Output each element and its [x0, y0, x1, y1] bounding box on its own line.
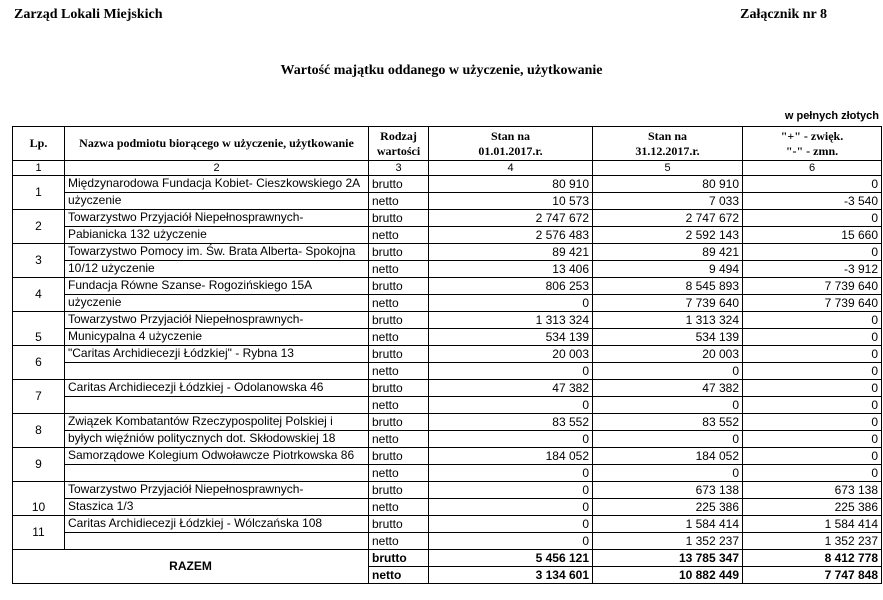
value-kind-brutto: brutto	[369, 210, 429, 227]
entity-name-line2	[65, 363, 369, 380]
header-start	[429, 127, 593, 161]
entity-name-line1: Towarzystwo Pomocy im. Św. Brata Alberta- Spokojna	[65, 244, 369, 261]
total-change-brutto: 8 412 778	[743, 550, 882, 567]
value-kind-netto: netto	[369, 193, 429, 210]
start-value-netto: 0	[429, 533, 593, 550]
header-start-line1: Stan na	[490, 128, 531, 143]
total-change-netto: 7 747 848	[743, 567, 882, 584]
value-kind-brutto: brutto	[369, 312, 429, 329]
column-number: 6	[743, 161, 882, 176]
start-value-brutto: 80 910	[429, 176, 593, 193]
change-value-netto: -3 912	[743, 261, 882, 278]
table-row	[13, 448, 882, 465]
end-value-brutto: 20 003	[593, 346, 743, 363]
table-row	[13, 482, 882, 499]
table-row	[13, 414, 882, 431]
start-value-brutto: 806 253	[429, 278, 593, 295]
change-value-netto: 0	[743, 329, 882, 346]
row-number: 7	[13, 380, 65, 414]
start-value-brutto: 89 421	[429, 244, 593, 261]
end-value-netto: 7 739 640	[593, 295, 743, 312]
table-row	[13, 346, 882, 363]
total-kind-brutto: brutto	[369, 550, 429, 567]
start-value-netto: 0	[429, 499, 593, 516]
organization-name: Zarząd Lokali Miejskich	[14, 7, 163, 22]
end-value-netto: 9 494	[593, 261, 743, 278]
entity-name-line1: Caritas Archidiecezji Łódzkiej - Wólczańska 108	[65, 516, 369, 533]
value-kind-netto: netto	[369, 397, 429, 414]
end-value-netto: 7 033	[593, 193, 743, 210]
total-end-brutto: 13 785 347	[593, 550, 743, 567]
start-value-netto: 2 576 483	[429, 227, 593, 244]
row-number: 3	[13, 244, 65, 278]
header-kind-line2: wartości	[376, 143, 421, 158]
row-number: 8	[13, 414, 65, 448]
end-value-netto: 225 386	[593, 499, 743, 516]
entity-name-line1: Związek Kombatantów Rzeczypospolitej Polskiej i	[65, 414, 369, 431]
row-number: 6	[13, 346, 65, 380]
entity-name-line1: Fundacja Równe Szanse- Rogozińskiego 15A	[65, 278, 369, 295]
change-value-netto: 0	[743, 431, 882, 448]
entity-name-line1: Towarzystwo Przyjaciół Niepełnosprawnych-	[65, 312, 369, 329]
table-row	[13, 363, 882, 380]
end-value-brutto: 1 584 414	[593, 516, 743, 533]
end-value-brutto: 83 552	[593, 414, 743, 431]
entity-name-line1: Towarzystwo Przyjaciół Niepełnosprawnych-	[65, 210, 369, 227]
document-title: Wartość majątku oddanego w użyczenie, użytkowanie	[280, 63, 603, 78]
change-value-brutto: 0	[743, 176, 882, 193]
value-kind-netto: netto	[369, 465, 429, 482]
value-kind-netto: netto	[369, 227, 429, 244]
entity-name-line1: Samorządowe Kolegium Odwoławcze Piotrkowska 86	[65, 448, 369, 465]
value-kind-brutto: brutto	[369, 278, 429, 295]
header-diff	[743, 127, 882, 161]
value-kind-netto: netto	[369, 431, 429, 448]
end-value-netto: 2 592 143	[593, 227, 743, 244]
entity-name-line2	[65, 533, 369, 550]
change-value-brutto: 0	[743, 380, 882, 397]
total-row	[13, 550, 882, 567]
start-value-netto: 10 573	[429, 193, 593, 210]
start-value-brutto: 47 382	[429, 380, 593, 397]
entity-name-line2: Staszica 1/3	[65, 499, 369, 516]
value-kind-brutto: brutto	[369, 516, 429, 533]
value-kind-netto: netto	[369, 329, 429, 346]
entity-name-line1: "Caritas Archidiecezji Łódzkiej" - Rybna 13	[65, 346, 369, 363]
start-value-netto: 0	[429, 431, 593, 448]
column-number: 3	[369, 161, 429, 176]
header-end-line1: Stan na	[647, 128, 688, 143]
end-value-netto: 0	[593, 397, 743, 414]
end-value-netto: 0	[593, 363, 743, 380]
start-value-netto: 0	[429, 363, 593, 380]
change-value-brutto: 0	[743, 414, 882, 431]
table-row	[13, 210, 882, 227]
attachment-number: Załącznik nr 8	[740, 7, 827, 22]
entity-name-line2: użyczenie	[65, 193, 369, 210]
row-number: 10	[13, 482, 65, 516]
change-value-brutto: 0	[743, 244, 882, 261]
end-value-brutto: 8 545 893	[593, 278, 743, 295]
end-value-netto: 0	[593, 431, 743, 448]
table-row	[13, 499, 882, 516]
value-kind-brutto: brutto	[369, 244, 429, 261]
end-value-netto: 1 352 237	[593, 533, 743, 550]
table-row	[13, 516, 882, 533]
header-diff-line2: "-" - zmn.	[785, 143, 839, 158]
value-kind-netto: netto	[369, 295, 429, 312]
row-number: 2	[13, 210, 65, 244]
value-kind-brutto: brutto	[369, 414, 429, 431]
change-value-netto: -3 540	[743, 193, 882, 210]
value-kind-brutto: brutto	[369, 448, 429, 465]
change-value-brutto: 0	[743, 448, 882, 465]
change-value-netto: 0	[743, 363, 882, 380]
end-value-brutto: 80 910	[593, 176, 743, 193]
end-value-brutto: 673 138	[593, 482, 743, 499]
table-row	[13, 244, 882, 261]
header-kind-line1: Rodzaj	[380, 128, 417, 143]
header-diff-line1: "+" - zwięk.	[780, 128, 844, 143]
change-value-brutto: 0	[743, 346, 882, 363]
start-value-brutto: 2 747 672	[429, 210, 593, 227]
header-lp: Lp.	[13, 127, 65, 161]
column-number: 1	[13, 161, 65, 176]
header-end	[593, 127, 743, 161]
table-row	[13, 533, 882, 550]
change-value-netto: 0	[743, 397, 882, 414]
end-value-netto: 534 139	[593, 329, 743, 346]
total-start-brutto: 5 456 121	[429, 550, 593, 567]
column-number-row	[13, 161, 882, 176]
entity-name-line2	[65, 465, 369, 482]
entity-name-line2: Municypalna 4 użyczenie	[65, 329, 369, 346]
row-number: 11	[13, 516, 65, 550]
table-row	[13, 176, 882, 193]
row-number: 5	[13, 312, 65, 346]
table-row	[13, 431, 882, 448]
table-row	[13, 261, 882, 278]
column-number: 4	[429, 161, 593, 176]
table-row	[13, 465, 882, 482]
asset-table	[12, 126, 882, 584]
entity-name-line2: byłych więźniów politycznych dot. Skłodowskiej 18	[65, 431, 369, 448]
entity-name-line2: Pabianicka 132 użyczenie	[65, 227, 369, 244]
value-kind-brutto: brutto	[369, 482, 429, 499]
start-value-brutto: 20 003	[429, 346, 593, 363]
table-row	[13, 329, 882, 346]
end-value-brutto: 47 382	[593, 380, 743, 397]
entity-name-line1: Caritas Archidiecezji Łódzkiej - Odolanowska 46	[65, 380, 369, 397]
total-start-netto: 3 134 601	[429, 567, 593, 584]
change-value-brutto: 673 138	[743, 482, 882, 499]
total-kind-netto: netto	[369, 567, 429, 584]
start-value-brutto: 184 052	[429, 448, 593, 465]
end-value-brutto: 1 313 324	[593, 312, 743, 329]
start-value-netto: 13 406	[429, 261, 593, 278]
entity-name-line2: 10/12 użyczenie	[65, 261, 369, 278]
value-kind-brutto: brutto	[369, 176, 429, 193]
change-value-brutto: 1 584 414	[743, 516, 882, 533]
end-value-brutto: 89 421	[593, 244, 743, 261]
change-value-netto: 225 386	[743, 499, 882, 516]
table-row	[13, 380, 882, 397]
end-value-netto: 0	[593, 465, 743, 482]
change-value-netto: 1 352 237	[743, 533, 882, 550]
table-row	[13, 312, 882, 329]
table-row	[13, 295, 882, 312]
table-header-row	[13, 127, 882, 161]
table-row	[13, 278, 882, 295]
column-number: 2	[65, 161, 369, 176]
change-value-netto: 0	[743, 465, 882, 482]
start-value-brutto: 1 313 324	[429, 312, 593, 329]
value-kind-netto: netto	[369, 261, 429, 278]
start-value-netto: 0	[429, 397, 593, 414]
start-value-netto: 0	[429, 465, 593, 482]
start-value-brutto: 83 552	[429, 414, 593, 431]
start-value-brutto: 0	[429, 482, 593, 499]
header-name: Nazwa podmiotu biorącego w użyczenie, użytkowanie	[65, 127, 369, 161]
start-value-netto: 0	[429, 295, 593, 312]
value-kind-netto: netto	[369, 363, 429, 380]
end-value-brutto: 2 747 672	[593, 210, 743, 227]
units-note: w pełnych złotych	[784, 110, 879, 122]
entity-name-line2	[65, 397, 369, 414]
value-kind-netto: netto	[369, 499, 429, 516]
header-kind	[369, 127, 429, 161]
start-value-netto: 534 139	[429, 329, 593, 346]
total-label: RAZEM	[13, 550, 369, 584]
value-kind-brutto: brutto	[369, 346, 429, 363]
header-end-line2: 31.12.2017.r.	[635, 143, 700, 158]
row-number: 9	[13, 448, 65, 482]
table-row	[13, 397, 882, 414]
entity-name-line2: użyczenie	[65, 295, 369, 312]
change-value-netto: 15 660	[743, 227, 882, 244]
change-value-netto: 7 739 640	[743, 295, 882, 312]
change-value-brutto: 0	[743, 210, 882, 227]
start-value-brutto: 0	[429, 516, 593, 533]
table-row	[13, 193, 882, 210]
table-row	[13, 227, 882, 244]
entity-name-line1: Międzynarodowa Fundacja Kobiet- Cieszkowskiego 2A	[65, 176, 369, 193]
value-kind-netto: netto	[369, 533, 429, 550]
column-number: 5	[593, 161, 743, 176]
end-value-brutto: 184 052	[593, 448, 743, 465]
change-value-brutto: 7 739 640	[743, 278, 882, 295]
row-number: 1	[13, 176, 65, 210]
total-end-netto: 10 882 449	[593, 567, 743, 584]
entity-name-line1: Towarzystwo Przyjaciół Niepełnosprawnych-	[65, 482, 369, 499]
row-number: 4	[13, 278, 65, 312]
value-kind-brutto: brutto	[369, 380, 429, 397]
change-value-brutto: 0	[743, 312, 882, 329]
header-start-line2: 01.01.2017.r.	[478, 143, 543, 158]
